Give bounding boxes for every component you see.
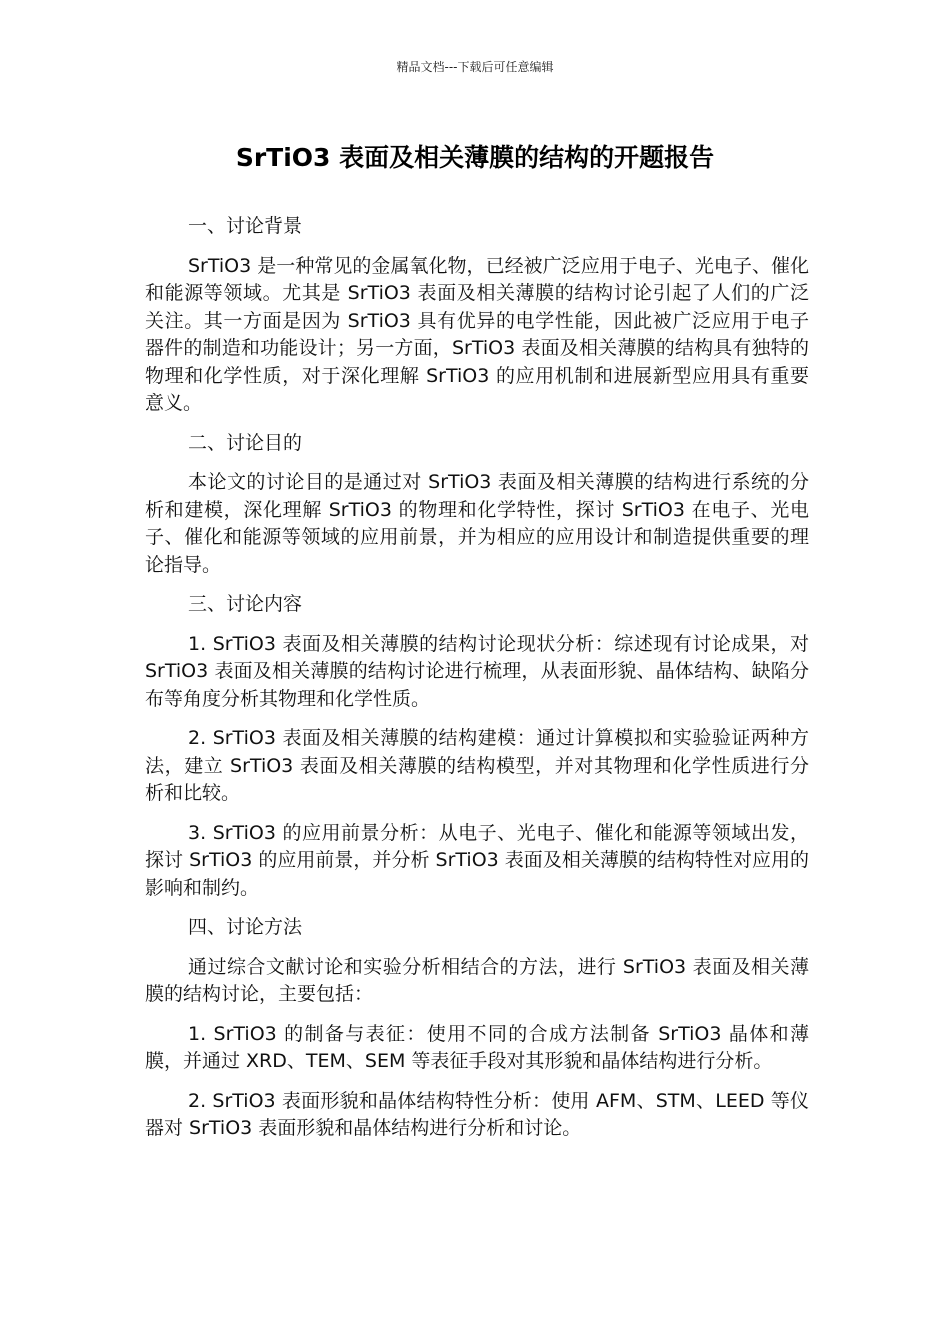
paragraph: 通过综合文献讨论和实验分析相结合的方法，进行 SrTiO3 表面及相关薄膜的结构讨论，主要包括： [145, 955, 809, 1005]
section-content [145, 591, 809, 902]
section-methods [145, 914, 809, 1143]
list-item: 1. SrTiO3 表面及相关薄膜的结构讨论现状分析：综述现有讨论成果，对 SrTiO3 表面及相关薄膜的结构讨论进行梳理，从表面形貌、晶体结构、缺陷分布等角度分析其物理和化学性质。 [145, 632, 809, 710]
list-item: 2. SrTiO3 表面及相关薄膜的结构建模：通过计算模拟和实验验证两种方法，建立 SrTiO3 表面及相关薄膜的结构模型，并对其物理和化学性质进行分析和比较。 [145, 727, 809, 804]
section-background [145, 213, 809, 418]
list-item: 1. SrTiO3 的制备与表征：使用不同的合成方法制备 SrTiO3 晶体和薄膜，并通过 XRD、TEM、SEM 等表征手段对其形貌和晶体结构进行分析。 [145, 1022, 809, 1072]
section-purpose [145, 430, 809, 580]
paragraph: 本论文的讨论目的是通过对 SrTiO3 表面及相关薄膜的结构进行系统的分析和建模，深化理解 SrTiO3 的物理和化学特性，探讨 SrTiO3 在电子、光电子、催化和能源等领域的应用前景，并为相应的应用设计和制造提供重要的理论指导。 [145, 471, 809, 576]
section-heading: 一、讨论背景 [188, 215, 303, 237]
paragraph: SrTiO3 是一种常见的金属氧化物，已经被广泛应用于电子、光电子、催化和能源等领域。尤其是 SrTiO3 表面及相关薄膜的结构讨论引起了人们的广泛关注。其一方面是因为 SrTiO3 具有优异的电学性能，因此被广泛应用于电子器件的制造和功能设计；另一方面，SrTiO3 表面及相关薄膜的结构具有独特的物理和化学性质，对于深化理解 SrTiO3 的应用机制和进展新型应用具有重要意义。 [145, 254, 809, 414]
document-title: SrTiO3 表面及相关薄膜的结构的开题报告 [235, 143, 715, 172]
section-heading: 四、讨论方法 [188, 916, 303, 938]
section-heading: 二、讨论目的 [188, 431, 303, 454]
list-item: 3. SrTiO3 的应用前景分析：从电子、光电子、催化和能源等领域出发，探讨 SrTiO3 的应用前景，并分析 SrTiO3 表面及相关薄膜的结构特性对应用的影响和制约。 [145, 821, 809, 899]
section-heading: 三、讨论内容 [188, 593, 303, 615]
header-note: 精品文档---下载后可任意编辑 [396, 60, 554, 74]
list-item: 2. SrTiO3 表面形貌和晶体结构特性分析：使用 AFM、STM、LEED 等仪器对 SrTiO3 表面形貌和晶体结构进行分析和讨论。 [145, 1089, 809, 1139]
document-body [145, 213, 809, 1143]
